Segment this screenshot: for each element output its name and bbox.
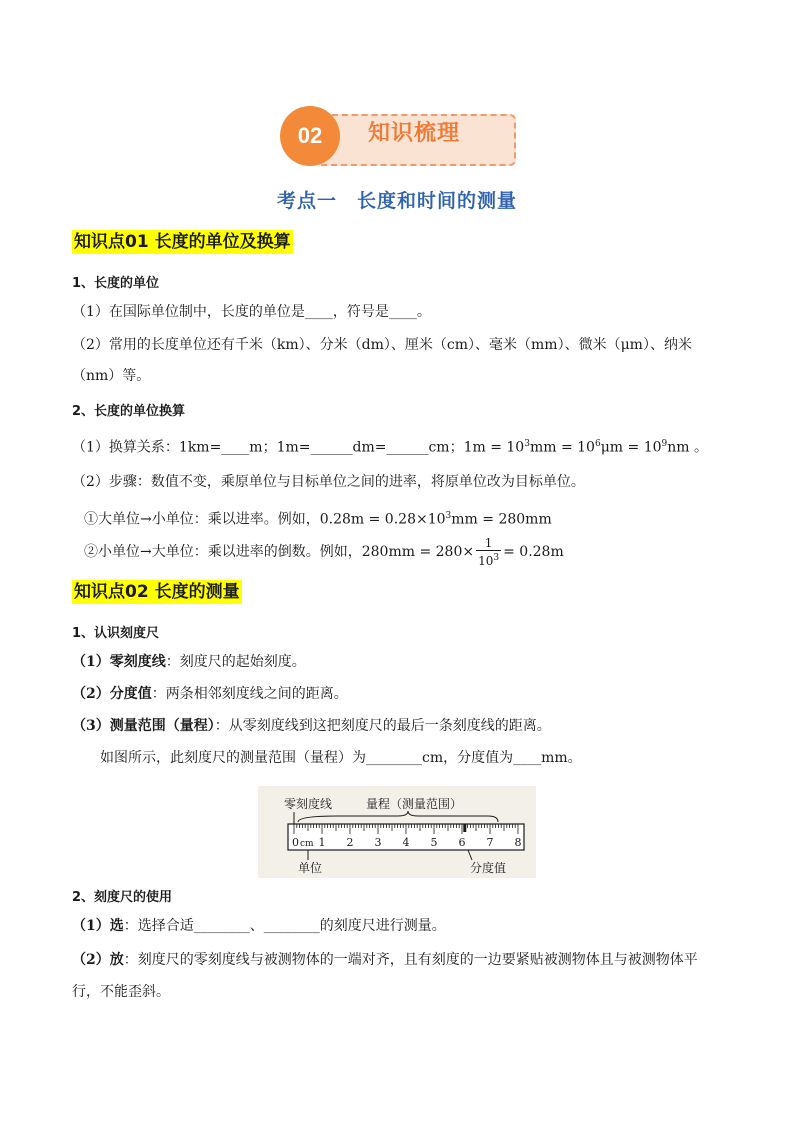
kp2-s1-p1: （1）零刻度线：刻度尺的起始刻度。 bbox=[72, 654, 306, 670]
kp1-s2-title: 2、长度的单位换算 bbox=[72, 404, 186, 419]
kp1-s1-title: 1、长度的单位 bbox=[72, 276, 160, 291]
label-unit: 单位 bbox=[298, 861, 323, 875]
ruler-number-zero: 0 bbox=[292, 836, 299, 849]
kp1-s1-p2b: （nm）等。 bbox=[72, 368, 151, 384]
kp2-s1-p4: 如图所示，此刻度尺的测量范围（量程）为________cm，分度值为____mm。 bbox=[100, 750, 582, 766]
kp1-heading: 知识点01 长度的单位及换算 bbox=[74, 232, 291, 252]
kp2-s1-p3: （3）测量范围（量程）：从零刻度线到这把刻度尺的最后一条刻度线的距离。 bbox=[72, 718, 551, 734]
banner-number: 02 bbox=[280, 106, 340, 166]
ruler-number: 8 bbox=[514, 836, 522, 849]
kp1-s2-p1: （1）换算关系：1km=____m；1m=______dm=______cm；$1m = 10^3mm = 10^6\mu m = 10^9nm$ 。 bbox=[72, 439, 708, 456]
ruler-number: 7 bbox=[486, 836, 494, 849]
section-banner bbox=[280, 106, 514, 168]
ruler-number: 6 bbox=[458, 836, 466, 849]
kp2-s2-title: 2、刻度尺的使用 bbox=[72, 890, 173, 905]
kp1-s1-p2: （2）常用的长度单位还有千米（km）、分米（dm）、厘米（cm）、毫米（mm）、微米（μm）、纳米 bbox=[72, 337, 692, 353]
label-division: 分度值 bbox=[470, 861, 507, 875]
kp2-s2-p2: （2）放：刻度尺的零刻度线与被测物体的一端对齐，且有刻度的一边要紧贴被测物体且与被测物体平 bbox=[72, 952, 698, 968]
section-title: 考点一 长度和时间的测量 bbox=[276, 190, 517, 212]
division-highlight bbox=[463, 824, 466, 832]
kp2-s2-p1: （1）选：选择合适________、________的刻度尺进行测量。 bbox=[72, 918, 446, 934]
pointer-division bbox=[468, 850, 472, 860]
ruler-number: 5 bbox=[430, 836, 438, 849]
kp2-heading: 知识点02 长度的测量 bbox=[74, 582, 240, 602]
kp1-s2-p3: ①大单位→小单位：乘以进率。例如，$0.28m = 0.28\times 10^3mm = 280mm$ bbox=[84, 511, 552, 528]
kp2-s2-p2b: 行，不能歪斜。 bbox=[72, 984, 170, 1000]
range-brace bbox=[298, 811, 498, 822]
ruler-number: 1 bbox=[318, 836, 326, 849]
kp2-s1-title: 1、认识刻度尺 bbox=[72, 626, 160, 641]
ruler-number: 2 bbox=[346, 836, 354, 849]
label-range: 量程（测量范围） bbox=[366, 797, 463, 811]
ruler-figure bbox=[258, 786, 536, 878]
ruler-number: 4 bbox=[402, 836, 410, 849]
kp1-s2-p4: ②小单位→大单位：乘以进率的倒数。例如，280mm = 280× $\frac{1}{10^3}$ = 0.28m bbox=[84, 536, 564, 568]
kp2-s1-p2: （2）分度值：两条相邻刻度线之间的距离。 bbox=[72, 686, 348, 702]
unit-label-cm: cm bbox=[300, 839, 314, 849]
label-zero: 零刻度线 bbox=[284, 797, 333, 811]
ruler-number: 3 bbox=[374, 836, 382, 849]
kp1-s1-p1: （1）在国际单位制中，长度的单位是____，符号是____。 bbox=[72, 304, 431, 320]
fraction: $\frac{1}{10^3}$ bbox=[478, 536, 500, 568]
banner-title: 知识梳理 bbox=[368, 121, 461, 146]
kp1-s2-p2: （2）步骤：数值不变，乘原单位与目标单位之间的进率，将原单位改为目标单位。 bbox=[72, 474, 585, 490]
